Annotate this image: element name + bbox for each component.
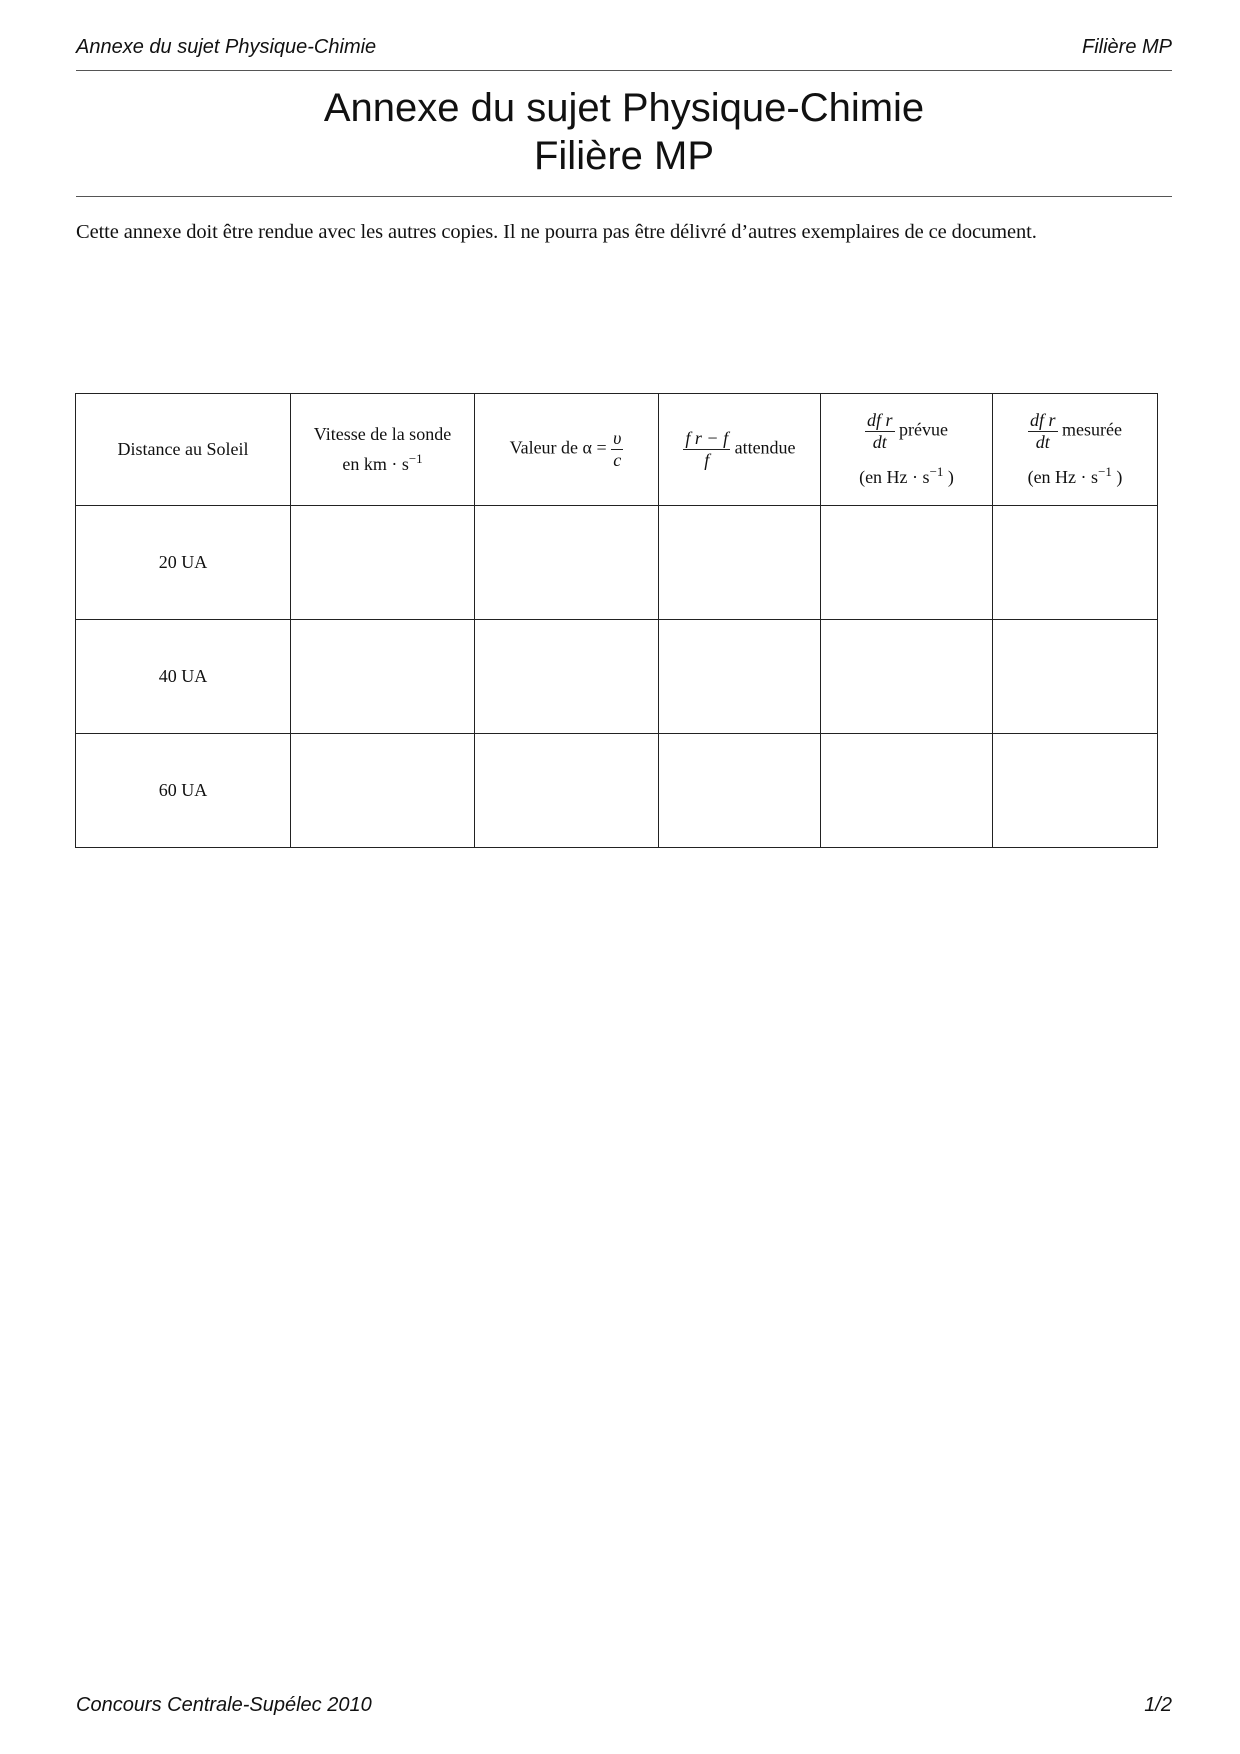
ratio-cell[interactable] <box>659 506 821 620</box>
notice-text: Cette annexe doit être rendue avec les autres copies. Il ne pourra pas être délivré d’autres exemplaires de ce document. <box>76 221 1037 243</box>
running-header-track: Filière MP <box>1081 36 1172 58</box>
title-line-2: Filière MP <box>533 134 715 178</box>
page-number: 1/2 <box>1144 1694 1172 1716</box>
row-distance: 20 UA <box>76 506 291 620</box>
derivative-fraction: $\frac{\text{df r}}{dt}$ <box>1030 410 1056 452</box>
ratio-cell[interactable] <box>659 620 821 734</box>
row-distance: 60 UA <box>76 734 291 848</box>
page-title <box>76 84 1172 180</box>
table-row <box>76 620 1158 734</box>
annex-table <box>75 393 1158 848</box>
predicted-cell[interactable] <box>821 506 993 620</box>
header-derivative-predicted: $\frac{\text{df r}}{dt}$ prévue (en $Hz \cdot s^{-1}$ ) <box>821 394 993 506</box>
running-header-title: Annexe du sujet Physique-Chimie <box>76 36 377 58</box>
header-distance: Distance au Soleil <box>76 394 291 506</box>
predicted-cell[interactable] <box>821 620 993 734</box>
predicted-cell[interactable] <box>821 734 993 848</box>
header-rule <box>76 70 1172 71</box>
ratio-fraction: $\frac{\text{f r − f}}{f}$ <box>685 428 729 470</box>
alpha-cell[interactable] <box>475 734 659 848</box>
header-derivative-measured: $\frac{\text{df r}}{dt}$ mesurée (en $Hz \cdot s^{-1}$ ) <box>993 394 1158 506</box>
speed-cell[interactable] <box>291 506 475 620</box>
alpha-cell[interactable] <box>475 620 659 734</box>
alpha-cell[interactable] <box>475 506 659 620</box>
running-header <box>76 36 1172 59</box>
measured-cell[interactable] <box>993 734 1158 848</box>
table-row <box>76 506 1158 620</box>
speed-cell[interactable] <box>291 620 475 734</box>
derivative-fraction: $\frac{\text{df r}}{dt}$ <box>867 410 893 452</box>
title-rule <box>76 196 1172 197</box>
alpha-fraction: $\frac{\upsilon}{c}$ <box>613 428 622 470</box>
table-header-row <box>76 394 1158 506</box>
table-row <box>76 734 1158 848</box>
header-alpha: Valeur de α = $\frac{\upsilon}{c}$ <box>475 394 659 506</box>
speed-cell[interactable] <box>291 734 475 848</box>
title-line-1: Annexe du sujet Physique-Chimie <box>323 86 925 130</box>
footer-contest: Concours Centrale-Supélec 2010 <box>76 1694 372 1716</box>
header-ratio: $\frac{\text{f r − f}}{f}$ attendue <box>659 394 821 506</box>
ratio-cell[interactable] <box>659 734 821 848</box>
measured-cell[interactable] <box>993 620 1158 734</box>
running-footer <box>76 1694 1172 1717</box>
header-speed: Vitesse de la sonde en km · $s^{-1}$ <box>291 394 475 506</box>
row-distance: 40 UA <box>76 620 291 734</box>
measured-cell[interactable] <box>993 506 1158 620</box>
